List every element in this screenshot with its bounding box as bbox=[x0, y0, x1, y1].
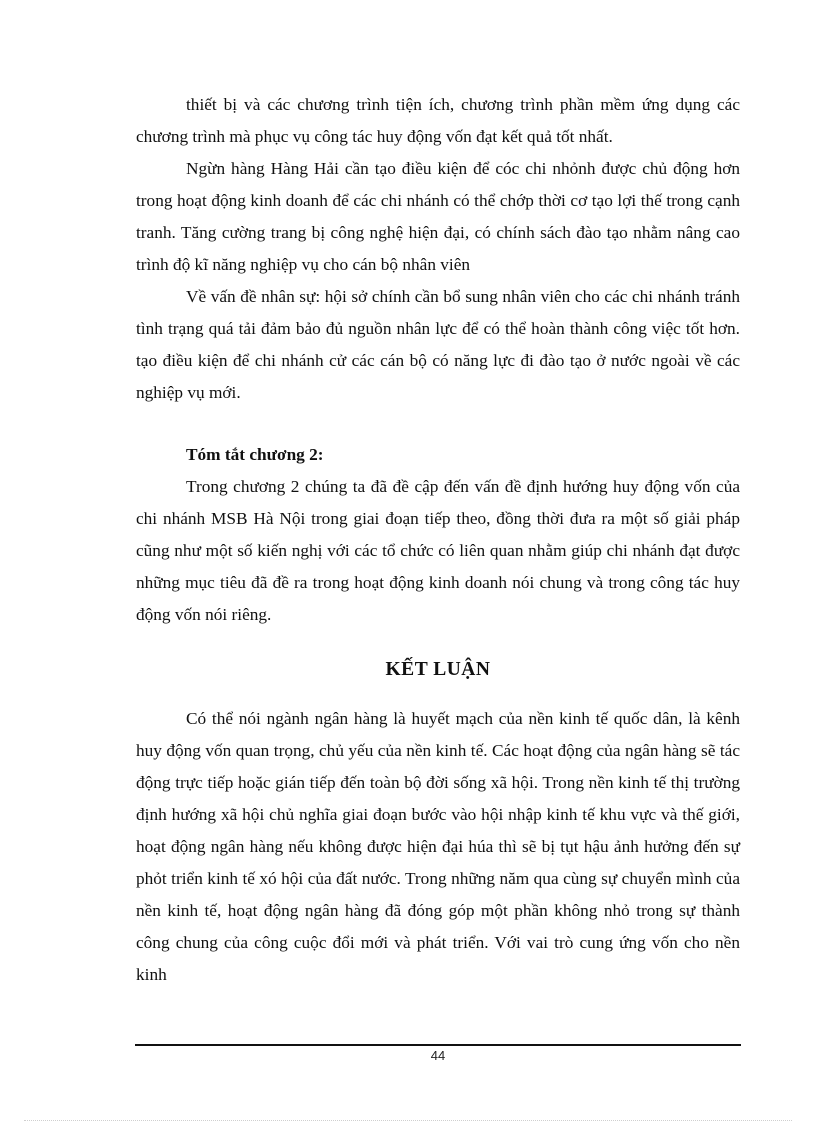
page-edge-dotted-line bbox=[24, 1120, 792, 1121]
page-number: 44 bbox=[430, 1048, 446, 1063]
conclusion-heading: KẾT LUẬN bbox=[385, 659, 491, 680]
conclusion-text: Có thể nói ngành ngân hàng là huyết mạch của nền kinh tế quốc dân, là kênh huy động vốn quan trọng, chủ yếu của nền kinh tế. Các hoạt động của ngân hàng sẽ tác động trực tiếp hoặc gián tiếp đến toàn bộ đời sống xã hội. Trong nền kinh tế thị trường định hướng xã hội chủ nghĩa giai đoạn bước vào hội nhập kinh tế khu vực và thế giới, hoạt động ngân hàng nếu không được hiện đại húa thì sẽ bị tụt hậu ảnh hưởng đến sự phỏt triển kinh tế xó hội của đất nước. Trong những năm qua cùng sự chuyển mình của nền kinh tế, hoạt động ngân hàng đã đóng góp một phần không nhỏ trong sự thành công chung của công cuộc đổi mới và phát triển. Với vai trò cung ứng vốn cho nền kinh bbox=[136, 709, 740, 984]
paragraph-personnel: Về vấn đề nhân sự: hội sở chính cần bổ sung nhân viên cho các chi nhánh tránh tình trạng quá tải đảm bảo đủ nguồn nhân lực để có thể hoàn thành công việc tốt hơn. tạo điều kiện để chi nhánh cử các cán bộ có năng lực đi đào tạo ở nước ngoài về các nghiệp vụ mới. bbox=[136, 287, 740, 402]
footer-divider bbox=[135, 1044, 741, 1046]
chapter-summary-title: Tóm tắt chương 2: bbox=[186, 445, 324, 464]
paragraph-bank-autonomy: Ngừn hàng Hàng Hải cần tạo điều kiện để cóc chi nhỏnh được chủ động hơn trong hoạt động kinh doanh để các chi nhánh có thể chớp thời cơ tạo lợi thế trong cạnh tranh. Tăng cường trang bị công nghệ hiện đại, có chính sách đào tạo nhằm nâng cao trình độ kĩ năng nghiệp vụ cho cán bộ nhân viên bbox=[136, 159, 740, 274]
chapter-summary-text: Trong chương 2 chúng ta đã đề cập đến vấn đề định hướng huy động vốn của chi nhánh MSB Hà Nội trong giai đoạn tiếp theo, đồng thời đưa ra một số giải pháp cũng như một số kiến nghị với các tổ chức có liên quan nhằm giúp chi nhánh đạt được những mục tiêu đã đề ra trong hoạt động kinh doanh nói chung và trong công tác huy động vốn nói riêng. bbox=[136, 477, 740, 624]
paragraph-technology-continuation: thiết bị và các chương trình tiện ích, chương trình phần mềm ứng dụng các chương trình mà phục vụ công tác huy động vốn đạt kết quả tốt nhất. bbox=[136, 95, 740, 146]
page-body bbox=[136, 89, 740, 991]
